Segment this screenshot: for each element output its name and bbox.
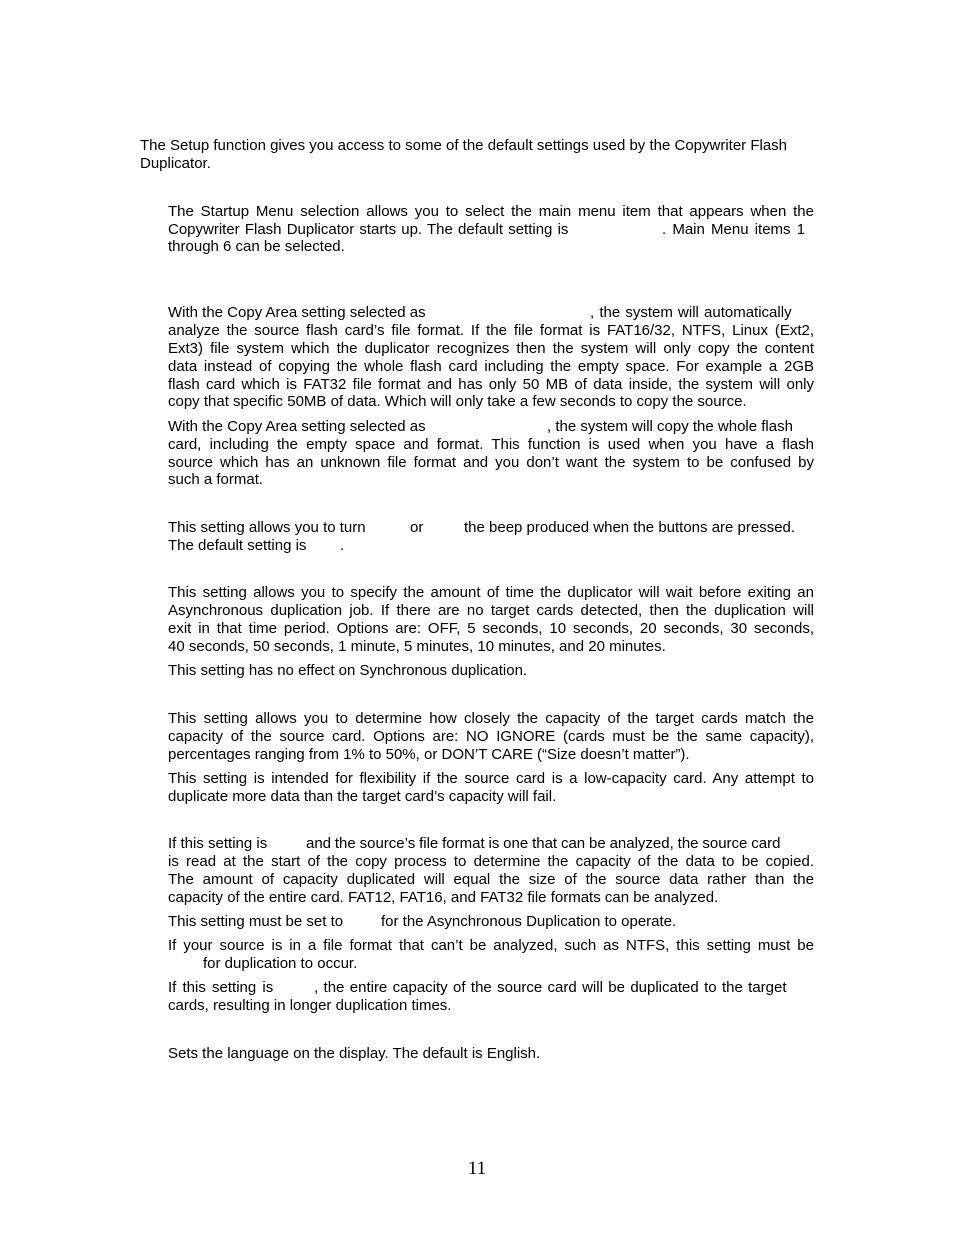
- copy-area-2-line-1b: , the system will copy the whole flash: [547, 418, 793, 435]
- timeout-line-1: This setting allows you to specify the amount of time the duplicator will wait before exiting an: [168, 584, 814, 601]
- copy-area-1-line-6: copy that specific 50MB of data. Which will only take a few seconds to copy the source.: [168, 393, 747, 410]
- startup-line-1: The Startup Menu selection allows you to select the main menu item that appears when the: [168, 203, 814, 220]
- startup-line-3: through 6 can be selected.: [168, 238, 345, 255]
- page-number: 11: [467, 1158, 487, 1179]
- analyze-line-6: If your source is in a file format that can’t be analyzed, such as NTFS, this setting must be: [168, 937, 814, 954]
- timeout-line-5: This setting has no effect on Synchronous duplication.: [168, 662, 528, 679]
- capacity-line-1: This setting allows you to determine how closely the capacity of the target cards match the: [168, 710, 814, 727]
- beep-line-1c: the beep produced when the buttons are pressed.: [464, 519, 796, 536]
- analyze-line-9: cards, resulting in longer duplication times.: [168, 997, 452, 1014]
- timeout-line-4: 40 seconds, 50 seconds, 1 minute, 5 minutes, 10 minutes, and 20 minutes.: [168, 638, 666, 655]
- startup-line-2a: Copywriter Flash Duplicator starts up. The default setting is: [168, 221, 569, 238]
- language-line: Sets the language on the display. The default is English.: [168, 1045, 541, 1062]
- capacity-line-3: percentages ranging from 1% to 50%, or DON’T CARE (“Size doesn’t matter”).: [168, 746, 690, 763]
- capacity-line-2: capacity of the source card. Options are: NO IGNORE (cards must be the same capacity),: [168, 728, 814, 745]
- copy-area-1-line-1a: With the Copy Area setting selected as: [168, 304, 426, 321]
- copy-area-2-line-1a: With the Copy Area setting selected as: [168, 418, 426, 435]
- analyze-line-4: capacity of the entire card. FAT12, FAT16, and FAT32 file formats can be analyzed.: [168, 889, 719, 906]
- beep-line-1a: This setting allows you to turn: [168, 519, 366, 536]
- analyze-line-2: is read at the start of the copy process to determine the capacity of the data to be copied.: [168, 853, 814, 870]
- startup-line-2b: . Main Menu items 1: [662, 221, 806, 238]
- timeout-line-3: exit in that time period. Options are: OFF, 5 seconds, 10 seconds, 20 seconds, 30 seconds,: [168, 620, 814, 637]
- copy-area-1-line-2: analyze the source flash card’s file format. If the file format is FAT16/32, NTFS, Linux (Ext2,: [168, 322, 814, 339]
- intro-line-2: Duplicator.: [140, 155, 211, 172]
- intro-line-1: The Setup function gives you access to some of the default settings used by the Copywriter Flash: [140, 137, 788, 154]
- copy-area-2-line-4: such a format.: [168, 471, 264, 488]
- analyze-line-5b: for the Asynchronous Duplication to operate.: [381, 913, 677, 930]
- analyze-line-8b: , the entire capacity of the source card will be duplicated to the target: [314, 979, 787, 996]
- analyze-line-1a: If this setting is: [168, 835, 268, 852]
- copy-area-1-line-5: flash card which is FAT32 file format and has only 50 MB of data inside, the system will only: [168, 376, 814, 393]
- copy-area-2-line-2: card, including the empty space and format. This function is used when you have a flash: [168, 436, 814, 453]
- analyze-line-5a: This setting must be set to: [168, 913, 344, 930]
- beep-line-2b: .: [340, 537, 345, 554]
- copy-area-1-line-4: data instead of copying the whole flash card including the empty space. For example a 2GB: [168, 358, 814, 375]
- analyze-line-3: The amount of capacity duplicated will equal the size of the source data rather than the: [168, 871, 814, 888]
- analyze-line-1b: and the source’s file format is one that can be analyzed, the source card: [306, 835, 781, 852]
- capacity-line-4: This setting is intended for flexibility if the source card is a low-capacity card. Any attempt to: [168, 770, 814, 787]
- copy-area-2-line-3: source which has an unknown file format and you don’t want the system to be confused by: [168, 454, 814, 471]
- analyze-line-8a: If this setting is: [168, 979, 274, 996]
- analyze-line-7: for duplication to occur.: [203, 955, 358, 972]
- beep-line-2a: The default setting is: [168, 537, 307, 554]
- timeout-line-2: Asynchronous duplication job. If there are no target cards detected, then the duplication will: [168, 602, 814, 619]
- capacity-line-5: duplicate more data than the target card’s capacity will fail.: [168, 788, 557, 805]
- beep-line-1b: or: [410, 519, 424, 536]
- copy-area-1-line-1b: , the system will automatically: [590, 304, 792, 321]
- copy-area-1-line-3: Ext3) file system which the duplicator recognizes then the system will only copy the content: [168, 340, 814, 357]
